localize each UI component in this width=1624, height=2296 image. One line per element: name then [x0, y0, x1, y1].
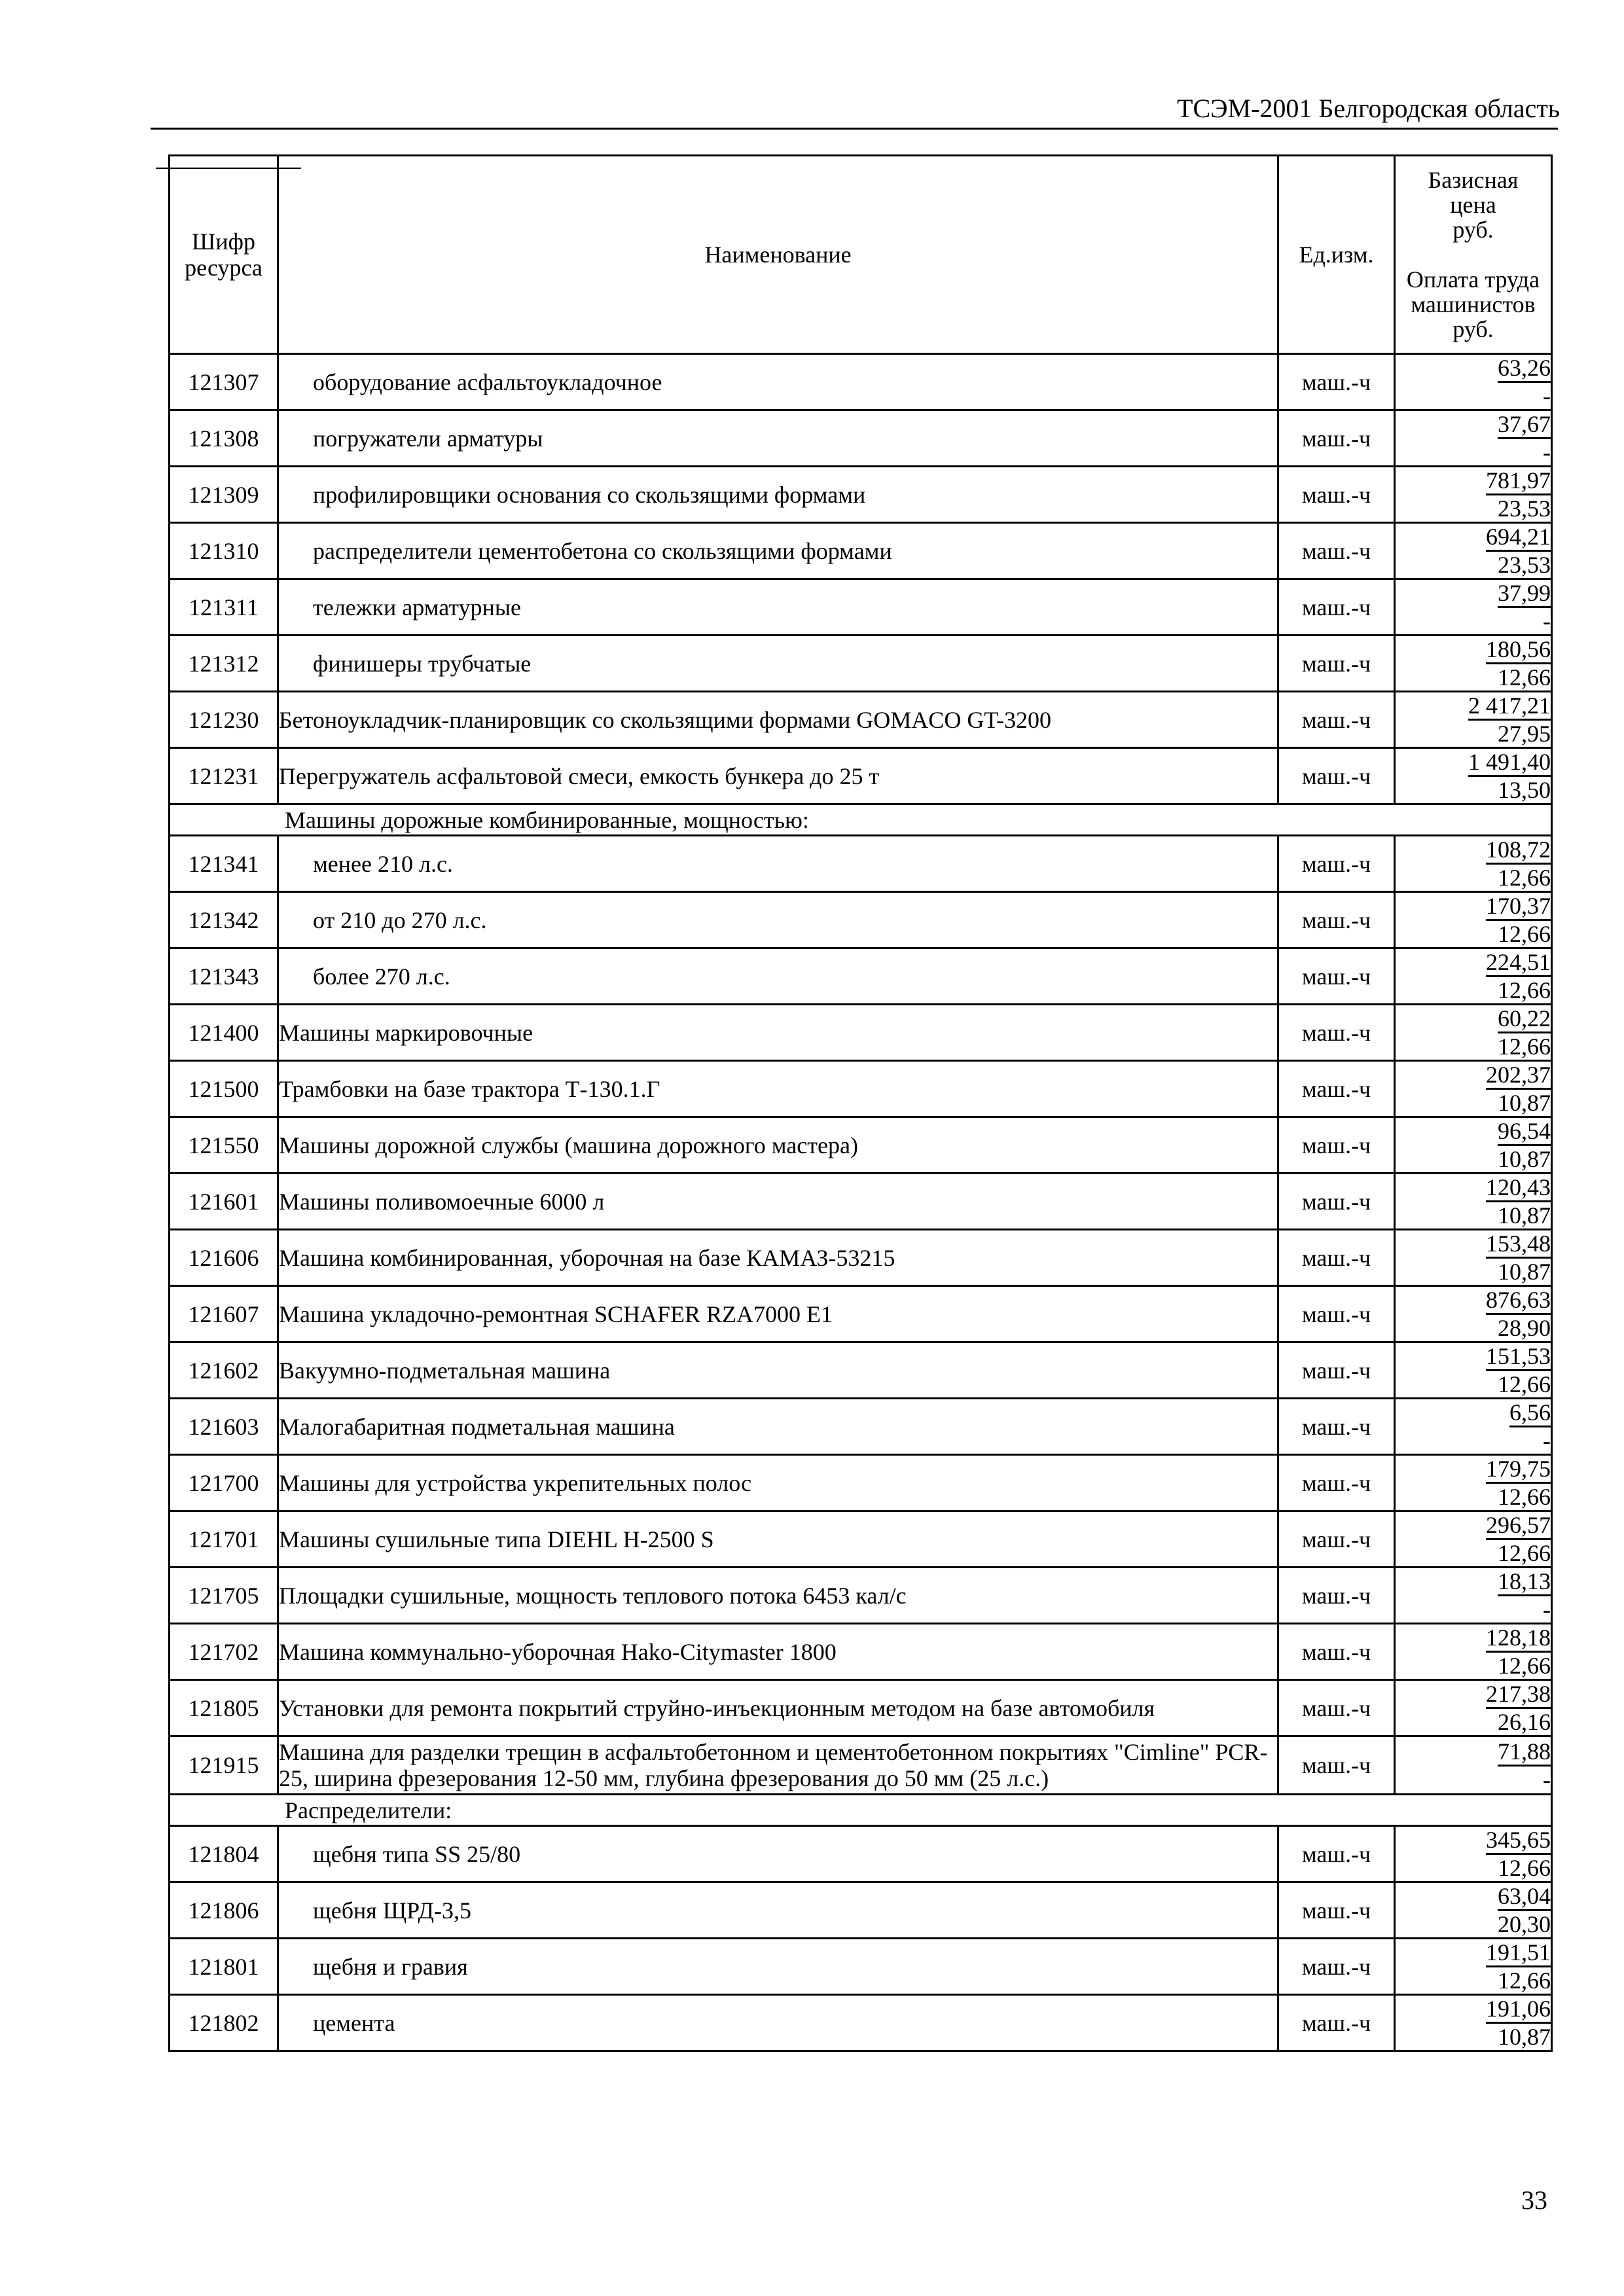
table-row: [170, 836, 1552, 892]
price-cell: [1395, 1117, 1552, 1174]
resource-name: Машина коммунально-уборочная Hako-Citymaster 1800: [278, 1624, 1278, 1680]
operator-wage: 12,66: [1498, 1653, 1551, 1679]
base-price: 120,43: [1486, 1174, 1551, 1202]
base-price: 180,56: [1486, 636, 1551, 664]
resource-price-table: [168, 154, 1553, 2052]
column-header-code: [170, 156, 278, 354]
resource-code: 121802: [170, 1995, 278, 2051]
table-row: [170, 1568, 1552, 1624]
resource-name: Машина комбинированная, уборочная на базе КАМАЗ-53215: [278, 1230, 1278, 1286]
price-cell: [1395, 523, 1552, 579]
base-price: 781,97: [1486, 467, 1551, 495]
price-cell: [1395, 1511, 1552, 1568]
operator-wage: 12,66: [1498, 1540, 1551, 1566]
price-cell: [1395, 636, 1552, 692]
operator-wage: 23,53: [1498, 552, 1551, 578]
column-header-code-line1: Шифр: [192, 228, 255, 255]
price-cell: [1395, 1826, 1552, 1882]
resource-name: Трамбовки на базе трактора Т-130.1.Г: [278, 1061, 1278, 1117]
operator-wage: 12,66: [1498, 664, 1551, 691]
table-row: [170, 410, 1552, 467]
operator-wage: 10,87: [1498, 1259, 1551, 1285]
resource-code: 121343: [170, 948, 278, 1005]
table-row: [170, 636, 1552, 692]
unit-of-measure: маш.-ч: [1278, 1286, 1395, 1342]
base-price: 224,51: [1486, 949, 1551, 977]
resource-name: погружатели арматуры: [278, 410, 1278, 467]
base-price: 2 417,21: [1468, 692, 1551, 721]
table-row: [170, 1174, 1552, 1230]
operator-wage: 12,66: [1498, 1855, 1551, 1881]
price-cell: [1395, 1568, 1552, 1624]
price-cell: [1395, 836, 1552, 892]
resource-code: 121602: [170, 1342, 278, 1399]
unit-of-measure: маш.-ч: [1278, 836, 1395, 892]
resource-code: 121230: [170, 692, 278, 748]
unit-of-measure: маш.-ч: [1278, 1117, 1395, 1174]
resource-code: 121700: [170, 1455, 278, 1511]
resource-name: профилировщики основания со скользящими формами: [278, 467, 1278, 523]
operator-wage: 10,87: [1498, 1090, 1551, 1116]
base-price: 71,88: [1498, 1738, 1551, 1767]
price-cell: [1395, 1005, 1552, 1061]
operator-wage: 23,53: [1498, 495, 1551, 522]
operator-wage: -: [1543, 1596, 1551, 1623]
unit-of-measure: маш.-ч: [1278, 748, 1395, 804]
operator-wage: 13,50: [1498, 777, 1551, 803]
base-price: 191,06: [1486, 1996, 1551, 2024]
unit-of-measure: маш.-ч: [1278, 1995, 1395, 2051]
unit-of-measure: маш.-ч: [1278, 1882, 1395, 1939]
base-price: 18,13: [1498, 1568, 1551, 1596]
price-cell: [1395, 1882, 1552, 1939]
operator-wage: 12,66: [1498, 977, 1551, 1003]
column-header-price-line4: Оплата труда: [1406, 266, 1540, 293]
operator-wage: 12,66: [1498, 1033, 1551, 1060]
table-group-row: [170, 1795, 1552, 1826]
unit-of-measure: маш.-ч: [1278, 579, 1395, 636]
base-price: 37,99: [1498, 580, 1551, 608]
resource-code: 121801: [170, 1939, 278, 1995]
table-row: [170, 1826, 1552, 1882]
price-cell: [1395, 1624, 1552, 1680]
price-cell: [1395, 1995, 1552, 2051]
table-row: [170, 1995, 1552, 2051]
price-cell: [1395, 1342, 1552, 1399]
unit-of-measure: маш.-ч: [1278, 523, 1395, 579]
table-row: [170, 692, 1552, 748]
resource-name: тележки арматурные: [278, 579, 1278, 636]
unit-of-measure: маш.-ч: [1278, 1061, 1395, 1117]
resource-code: 121550: [170, 1117, 278, 1174]
resource-name: более 270 л.с.: [278, 948, 1278, 1005]
table-row: [170, 1286, 1552, 1342]
operator-wage: 10,87: [1498, 1146, 1551, 1172]
resource-code: 121231: [170, 748, 278, 804]
operator-wage: -: [1543, 1766, 1551, 1793]
resource-name: Машина для разделки трещин в асфальтобетонном и цементобетонном покрытиях "Cimline" PCR-25, ширина фрезерования 12-50 мм, глубина фрезерования до 50 мм (25 л.с.): [278, 1736, 1278, 1795]
base-price: 128,18: [1486, 1624, 1551, 1653]
base-price: 60,22: [1498, 1005, 1551, 1033]
operator-wage: -: [1543, 1427, 1551, 1454]
table-row: [170, 748, 1552, 804]
base-price: 217,38: [1486, 1681, 1551, 1709]
resource-code: 121915: [170, 1736, 278, 1795]
table-row: [170, 1399, 1552, 1455]
base-price: 1 491,40: [1468, 749, 1551, 777]
resource-code: 121701: [170, 1511, 278, 1568]
base-price: 153,48: [1486, 1230, 1551, 1259]
resource-name: Площадки сушильные, мощность теплового потока 6453 кал/с: [278, 1568, 1278, 1624]
table-row: [170, 892, 1552, 948]
resource-name: Бетоноукладчик-планировщик со скользящими формами GOMACO GT-3200: [278, 692, 1278, 748]
price-cell: [1395, 467, 1552, 523]
table-body: [170, 354, 1552, 2051]
price-cell: [1395, 1286, 1552, 1342]
unit-of-measure: маш.-ч: [1278, 1680, 1395, 1736]
table-row: [170, 579, 1552, 636]
unit-of-measure: маш.-ч: [1278, 1568, 1395, 1624]
resource-code: 121603: [170, 1399, 278, 1455]
base-price: 345,65: [1486, 1827, 1551, 1855]
page-number: 33: [1521, 2185, 1547, 2215]
resource-name: Машина укладочно-ремонтная SCHAFER RZA7000 E1: [278, 1286, 1278, 1342]
table-row: [170, 1117, 1552, 1174]
price-cell: [1395, 1455, 1552, 1511]
price-cell: [1395, 748, 1552, 804]
table-row: [170, 1680, 1552, 1736]
resource-code: 121312: [170, 636, 278, 692]
price-cell: [1395, 1230, 1552, 1286]
operator-wage: 12,66: [1498, 865, 1551, 891]
price-cell: [1395, 1399, 1552, 1455]
resource-code: 121606: [170, 1230, 278, 1286]
unit-of-measure: маш.-ч: [1278, 948, 1395, 1005]
resource-code: 121705: [170, 1568, 278, 1624]
price-cell: [1395, 692, 1552, 748]
table-row: [170, 1736, 1552, 1795]
operator-wage: 10,87: [1498, 2024, 1551, 2050]
group-heading: Распределители:: [170, 1795, 1552, 1826]
operator-wage: 12,66: [1498, 921, 1551, 947]
column-header-unit: Ед.изм.: [1278, 156, 1395, 354]
column-header-price-line1: Базисная: [1428, 167, 1519, 193]
unit-of-measure: маш.-ч: [1278, 467, 1395, 523]
operator-wage: 26,16: [1498, 1709, 1551, 1735]
resource-name: щебня типа SS 25/80: [278, 1826, 1278, 1882]
base-price: 876,63: [1486, 1287, 1551, 1315]
resource-code: 121805: [170, 1680, 278, 1736]
base-price: 694,21: [1486, 524, 1551, 552]
unit-of-measure: маш.-ч: [1278, 1826, 1395, 1882]
resource-code: 121804: [170, 1826, 278, 1882]
unit-of-measure: маш.-ч: [1278, 410, 1395, 467]
price-cell: [1395, 1939, 1552, 1995]
resource-code: 121806: [170, 1882, 278, 1939]
resource-code: 121308: [170, 410, 278, 467]
table-row: [170, 1624, 1552, 1680]
price-cell: [1395, 579, 1552, 636]
operator-wage: 28,90: [1498, 1315, 1551, 1341]
operator-wage: -: [1543, 383, 1551, 409]
column-header-price-line6: руб.: [1453, 316, 1494, 342]
resource-name: менее 210 л.с.: [278, 836, 1278, 892]
operator-wage: -: [1543, 439, 1551, 465]
unit-of-measure: маш.-ч: [1278, 1005, 1395, 1061]
column-header-price-line2: цена: [1450, 192, 1496, 218]
resource-name: щебня и гравия: [278, 1939, 1278, 1995]
resource-name: Машины маркировочные: [278, 1005, 1278, 1061]
price-cell: [1395, 1680, 1552, 1736]
price-cell: [1395, 948, 1552, 1005]
base-price: 151,53: [1486, 1343, 1551, 1371]
resource-code: 121400: [170, 1005, 278, 1061]
unit-of-measure: маш.-ч: [1278, 1174, 1395, 1230]
unit-of-measure: маш.-ч: [1278, 1511, 1395, 1568]
unit-of-measure: маш.-ч: [1278, 1939, 1395, 1995]
price-cell: [1395, 1174, 1552, 1230]
resource-code: 121341: [170, 836, 278, 892]
price-cell: [1395, 892, 1552, 948]
resource-code: 121601: [170, 1174, 278, 1230]
resource-name: Машины для устройства укрепительных полос: [278, 1455, 1278, 1511]
table-row: [170, 1939, 1552, 1995]
resource-name: Машины сушильные типа DIEHL H-2500 S: [278, 1511, 1278, 1568]
unit-of-measure: маш.-ч: [1278, 1342, 1395, 1399]
unit-of-measure: маш.-ч: [1278, 1230, 1395, 1286]
table-row: [170, 523, 1552, 579]
base-price: 179,75: [1486, 1456, 1551, 1484]
resource-name: Установки для ремонта покрытий струйно-инъекционным методом на базе автомобиля: [278, 1680, 1278, 1736]
table-row: [170, 1455, 1552, 1511]
operator-wage: 10,87: [1498, 1202, 1551, 1229]
column-header-code-line2: ресурса: [185, 255, 262, 281]
unit-of-measure: маш.-ч: [1278, 1736, 1395, 1795]
unit-of-measure: маш.-ч: [1278, 692, 1395, 748]
resource-code: 121309: [170, 467, 278, 523]
base-price: 202,37: [1486, 1062, 1551, 1090]
price-cell: [1395, 354, 1552, 410]
unit-of-measure: маш.-ч: [1278, 636, 1395, 692]
table-group-row: [170, 804, 1552, 836]
page-header-title: ТСЭМ-2001 Белгородская область: [1177, 94, 1560, 123]
price-cell: [1395, 1061, 1552, 1117]
column-header-price-gap: [1396, 242, 1551, 267]
operator-wage: 12,66: [1498, 1967, 1551, 1994]
operator-wage: 12,66: [1498, 1371, 1551, 1397]
base-price: 296,57: [1486, 1512, 1551, 1540]
table-row: [170, 467, 1552, 523]
resource-name: Малогабаритная подметальная машина: [278, 1399, 1278, 1455]
base-price: 96,54: [1498, 1118, 1551, 1146]
table-row: [170, 1342, 1552, 1399]
resource-code: 121311: [170, 579, 278, 636]
operator-wage: 27,95: [1498, 721, 1551, 747]
resource-name: щебня ЩРД-3,5: [278, 1882, 1278, 1939]
price-cell: [1395, 410, 1552, 467]
unit-of-measure: маш.-ч: [1278, 1624, 1395, 1680]
column-header-price: [1395, 156, 1552, 354]
table-row: [170, 1005, 1552, 1061]
resource-code: 121607: [170, 1286, 278, 1342]
resource-name: Перегружатель асфальтовой смеси, емкость бункера до 25 т: [278, 748, 1278, 804]
operator-wage: 20,30: [1498, 1911, 1551, 1937]
resource-code: 121702: [170, 1624, 278, 1680]
resource-name: цемента: [278, 1995, 1278, 2051]
resource-name: Вакуумно-подметальная машина: [278, 1342, 1278, 1399]
operator-wage: 12,66: [1498, 1484, 1551, 1510]
table-header-row: [170, 156, 1552, 354]
resource-name: оборудование асфальтоукладочное: [278, 354, 1278, 410]
resource-name: распределители цементобетона со скользящими формами: [278, 523, 1278, 579]
table-row: [170, 1882, 1552, 1939]
column-header-price-line5: машинистов: [1411, 291, 1536, 317]
base-price: 170,37: [1486, 893, 1551, 921]
unit-of-measure: маш.-ч: [1278, 1399, 1395, 1455]
operator-wage: -: [1543, 608, 1551, 634]
column-header-name: Наименование: [278, 156, 1278, 354]
group-heading: Машины дорожные комбинированные, мощностью:: [170, 804, 1552, 836]
column-header-price-line3: руб.: [1453, 217, 1494, 243]
resource-name: финишеры трубчатые: [278, 636, 1278, 692]
resource-code: 121500: [170, 1061, 278, 1117]
unit-of-measure: маш.-ч: [1278, 354, 1395, 410]
base-price: 63,04: [1498, 1883, 1551, 1911]
base-price: 108,72: [1486, 836, 1551, 865]
header-rule: [151, 128, 1558, 130]
table-row: [170, 1230, 1552, 1286]
table-row: [170, 948, 1552, 1005]
table-row: [170, 1511, 1552, 1568]
table-row: [170, 1061, 1552, 1117]
resource-code: 121342: [170, 892, 278, 948]
resource-name: Машины дорожной службы (машина дорожного мастера): [278, 1117, 1278, 1174]
base-price: 191,51: [1486, 1939, 1551, 1967]
base-price: 6,56: [1509, 1399, 1551, 1427]
price-cell: [1395, 1736, 1552, 1795]
resource-name: Машины поливомоечные 6000 л: [278, 1174, 1278, 1230]
base-price: 37,67: [1498, 411, 1551, 439]
unit-of-measure: маш.-ч: [1278, 892, 1395, 948]
resource-code: 121310: [170, 523, 278, 579]
base-price: 63,26: [1498, 355, 1551, 383]
resource-name: от 210 до 270 л.с.: [278, 892, 1278, 948]
resource-code: 121307: [170, 354, 278, 410]
unit-of-measure: маш.-ч: [1278, 1455, 1395, 1511]
table-row: [170, 354, 1552, 410]
